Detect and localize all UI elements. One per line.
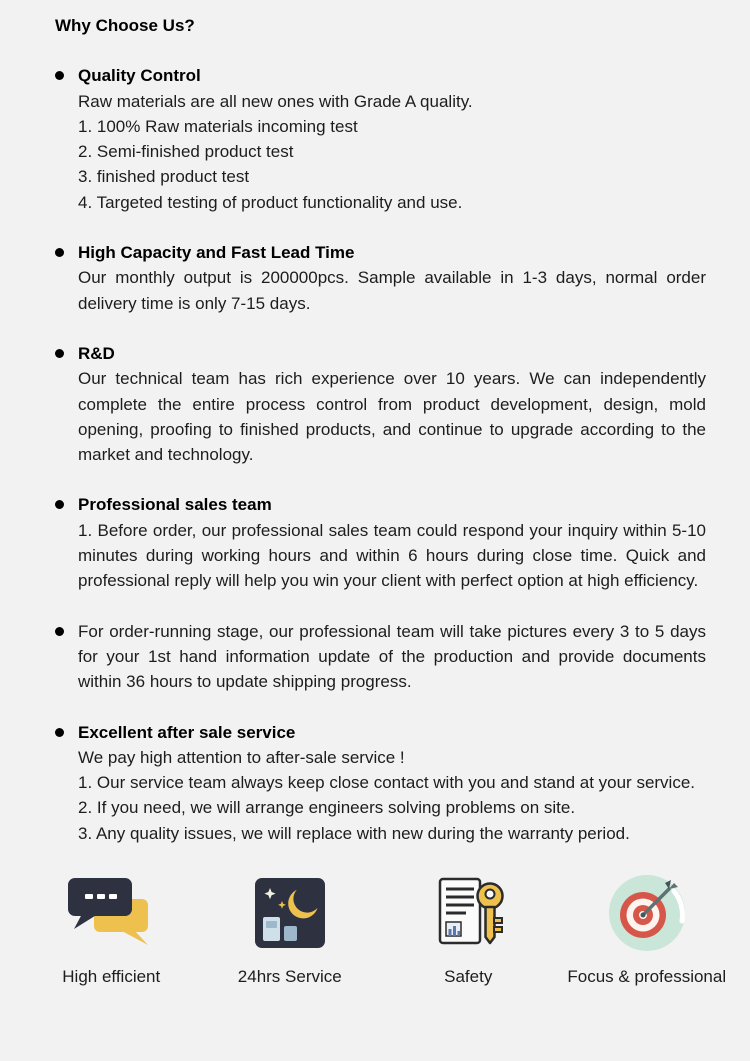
- section-rnd: [55, 341, 706, 467]
- section-content: [78, 240, 706, 316]
- section-line: 3. Any quality issues, we will replace with new during the warranty period.: [78, 823, 630, 843]
- document-key-icon: [424, 871, 512, 955]
- section-content: [78, 341, 706, 467]
- feature-label: High efficient: [62, 967, 161, 987]
- section-content: [78, 720, 706, 846]
- chat-bubbles-icon: [62, 871, 160, 955]
- section-order-updates: [55, 619, 706, 695]
- section-content: [78, 492, 706, 593]
- section-sales-team: [55, 492, 706, 593]
- feature-label: Safety: [444, 967, 493, 987]
- bullet-icon: [55, 71, 64, 80]
- section-line: Raw materials are all new ones with Grade A quality.: [78, 91, 473, 111]
- bullet-icon: [55, 627, 64, 636]
- bullet-icon: [55, 349, 64, 358]
- bullet-icon: [55, 500, 64, 509]
- section-high-capacity: [55, 240, 706, 316]
- section-line: 2. Semi-finished product test: [78, 142, 294, 162]
- section-heading: Professional sales team: [78, 495, 272, 515]
- feature-24hrs-service: [201, 871, 380, 989]
- bullet-icon: [55, 728, 64, 737]
- section-line: 1. Our service team always keep close contact with you and stand at your service.: [78, 773, 696, 793]
- section-content: [78, 63, 706, 215]
- section-content: [78, 619, 706, 695]
- dartboard-dart-icon: [607, 871, 687, 955]
- section-quality-control: [55, 63, 706, 215]
- section-line: We pay high attention to after-sale service !: [78, 747, 405, 767]
- section-line: For order-running stage, our professional team will take pictures every 3 to 5 days for your 1st hand information update of the production and provide documents within 36 hours to update shipping progress.: [78, 621, 706, 692]
- page-title: Why Choose Us?: [55, 16, 195, 35]
- night-moon-icon: [252, 871, 328, 955]
- feature-label: Focus & professional: [567, 967, 727, 987]
- section-line: Our monthly output is 200000pcs. Sample available in 1-3 days, normal order delivery time is only 7-15 days.: [78, 268, 706, 313]
- feature-high-efficient: [22, 871, 201, 989]
- section-heading: Excellent after sale service: [78, 722, 296, 742]
- section-line: Our technical team has rich experience over 10 years. We can independently complete the entire process control from product development, design, mold opening, proofing to finished products, and continue to upgrade according to the market and technology.: [78, 369, 706, 465]
- section-line: 1. 100% Raw materials incoming test: [78, 116, 358, 136]
- section-heading: High Capacity and Fast Lead Time: [78, 243, 355, 263]
- section-after-sale-service: [55, 720, 706, 846]
- section-line: 4. Targeted testing of product functionality and use.: [78, 192, 463, 212]
- section-line: 1. Before order, our professional sales team could respond your inquiry within 5-10 minutes during working hours and within 6 hours during close time. Quick and professional reply will help you win your client with perfect option at high efficiency.: [78, 520, 706, 591]
- feature-safety: [379, 871, 558, 989]
- feature-focus-professional: [558, 871, 737, 989]
- section-heading: R&D: [78, 343, 115, 363]
- section-heading: Quality Control: [78, 66, 201, 86]
- section-line: 3. finished product test: [78, 167, 250, 187]
- feature-label: 24hrs Service: [237, 967, 342, 987]
- feature-row: [0, 871, 750, 989]
- bullet-icon: [55, 248, 64, 257]
- section-line: 2. If you need, we will arrange engineers solving problems on site.: [78, 798, 576, 818]
